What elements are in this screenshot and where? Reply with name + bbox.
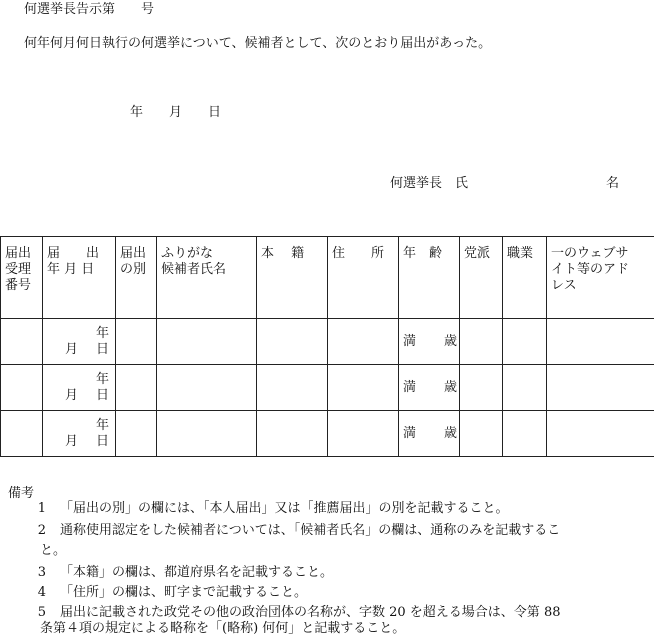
cell-honseki[interactable] [257, 319, 328, 365]
cell-party[interactable] [460, 319, 503, 365]
candidate-table [0, 236, 654, 457]
cell-filing-date[interactable] [43, 365, 116, 411]
cell-age[interactable] [399, 365, 460, 411]
note-item [24, 500, 509, 518]
age-suffix: 歳 [443, 426, 457, 441]
note-number: 4 [37, 585, 46, 600]
cell-filing-type[interactable] [116, 411, 157, 457]
note-number: 5 [37, 605, 46, 620]
cell-candidate-name[interactable] [157, 319, 257, 365]
date-line: 年 月 日 [130, 105, 222, 120]
day-label: 日 [95, 388, 109, 403]
cell-website[interactable] [547, 365, 654, 411]
cell-party[interactable] [460, 411, 503, 457]
note-text: 「届出の別」の欄には、「本人届出」又は「推薦届出」の別を記載すること。 [60, 501, 509, 516]
table-row [1, 365, 654, 411]
cell-occupation[interactable] [503, 365, 547, 411]
year-label: 年 [95, 372, 109, 387]
note-item [24, 564, 333, 582]
cell-occupation[interactable] [503, 411, 547, 457]
month-label: 月 [65, 388, 79, 403]
cell-filing-type[interactable] [116, 365, 157, 411]
note-continuation: 条第４項の規定による略称を「(略称) 何何」と記載すること。 [40, 621, 406, 636]
cell-receipt-no[interactable] [1, 411, 43, 457]
age-prefix: 満 [403, 426, 417, 441]
age-prefix: 満 [403, 380, 417, 395]
cell-receipt-no[interactable] [1, 319, 43, 365]
note-item [24, 522, 560, 540]
cell-age[interactable] [399, 319, 460, 365]
notice-number: 何選挙長告示第 号 [24, 2, 155, 17]
header-honseki: 本 籍 [257, 237, 328, 319]
cell-website[interactable] [547, 411, 654, 457]
note-text: 「本籍」の欄は、都道府県名を記載すること。 [60, 565, 334, 580]
cell-filing-date[interactable] [43, 411, 116, 457]
note-text: 通称使用認定をした候補者については、「候補者氏名」の欄は、通称のみを記載するこ [60, 523, 561, 538]
table-row [1, 411, 654, 457]
cell-address[interactable] [328, 319, 399, 365]
cell-honseki[interactable] [257, 411, 328, 457]
note-item [24, 584, 307, 602]
month-label: 月 [65, 434, 79, 449]
cell-receipt-no[interactable] [1, 365, 43, 411]
note-number: 2 [37, 523, 46, 538]
header-filing-type: 届出 の別 [116, 237, 157, 319]
header-occupation: 職業 [503, 237, 547, 319]
age-prefix: 満 [403, 334, 417, 349]
note-continuation: と。 [40, 543, 67, 558]
note-text: 届出に記載された政党その他の政治団体の名称が、字数 20 を超える場合は、令第 88 [60, 605, 561, 620]
cell-filing-type[interactable] [116, 319, 157, 365]
year-label: 年 [95, 418, 109, 433]
day-label: 日 [95, 434, 109, 449]
month-label: 月 [65, 342, 79, 357]
day-label: 日 [95, 342, 109, 357]
header-party: 党派 [460, 237, 503, 319]
cell-address[interactable] [328, 411, 399, 457]
intro-text: 何年何月何日執行の何選挙について、候補者として、次のとおり届出があった。 [24, 36, 492, 51]
cell-address[interactable] [328, 365, 399, 411]
header-candidate-name: ふりがな 候補者氏名 [157, 237, 257, 319]
cell-filing-date[interactable] [43, 319, 116, 365]
header-receipt-no: 届出 受理 番号 [1, 237, 43, 319]
table-header-row [1, 237, 654, 319]
signer-title: 何選挙長 氏 [390, 176, 469, 191]
table-row [1, 319, 654, 365]
cell-website[interactable] [547, 319, 654, 365]
header-age: 年 齢 [399, 237, 460, 319]
notes-title: 備考 [8, 486, 35, 501]
signer-name-suffix: 名 [606, 176, 620, 191]
header-filing-date: 届 出 年 月 日 [43, 237, 116, 319]
note-number: 1 [37, 501, 46, 516]
age-suffix: 歳 [443, 380, 457, 395]
cell-candidate-name[interactable] [157, 365, 257, 411]
cell-party[interactable] [460, 365, 503, 411]
note-number: 3 [37, 565, 46, 580]
age-suffix: 歳 [443, 334, 457, 349]
cell-occupation[interactable] [503, 319, 547, 365]
header-address: 住 所 [328, 237, 399, 319]
note-text: 「住所」の欄は、町字まで記載すること。 [60, 585, 308, 600]
year-label: 年 [95, 326, 109, 341]
cell-age[interactable] [399, 411, 460, 457]
cell-candidate-name[interactable] [157, 411, 257, 457]
cell-honseki[interactable] [257, 365, 328, 411]
header-website: 一のウェブサ イト等のアド レス [547, 237, 654, 319]
